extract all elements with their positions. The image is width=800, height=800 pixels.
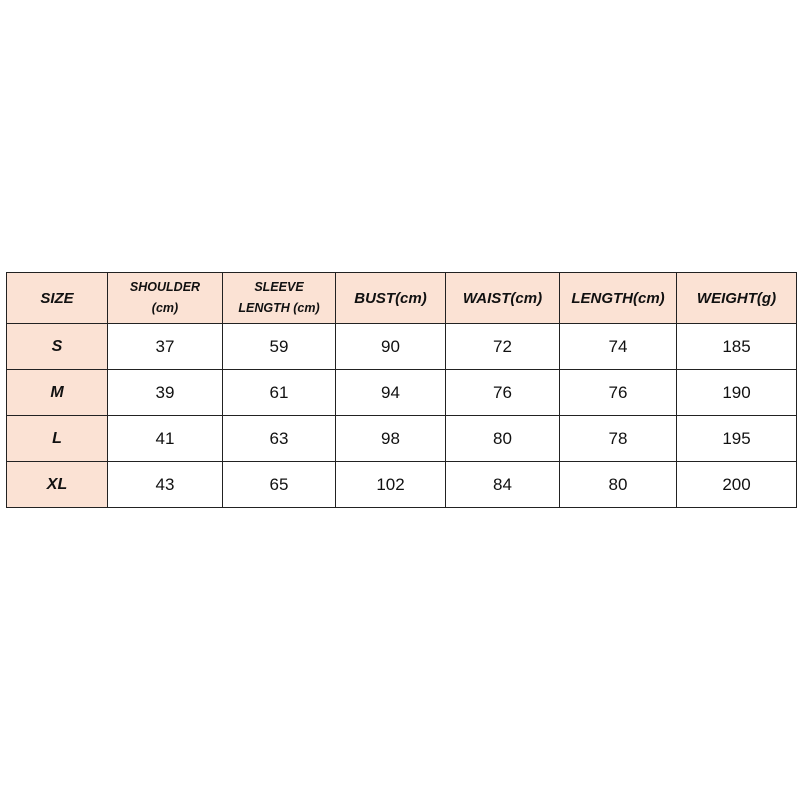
- shoulder-cell: 39: [108, 370, 223, 416]
- header-sleeve-length: [223, 273, 336, 324]
- table-row: [7, 370, 797, 416]
- header-waist: WAIST(cm): [446, 273, 560, 324]
- header-row: [7, 273, 797, 324]
- header-length: LENGTH(cm): [560, 273, 677, 324]
- size-cell: XL: [7, 462, 108, 508]
- size-cell: M: [7, 370, 108, 416]
- table-row: [7, 324, 797, 370]
- length-cell: 76: [560, 370, 677, 416]
- size-chart-table: [6, 272, 797, 508]
- header-size: SIZE: [7, 273, 108, 324]
- sleeve-cell: 59: [223, 324, 336, 370]
- bust-cell: 94: [336, 370, 446, 416]
- header-sleeve-line2: LENGTH (cm): [238, 301, 320, 315]
- shoulder-cell: 37: [108, 324, 223, 370]
- size-cell: S: [7, 324, 108, 370]
- sleeve-cell: 65: [223, 462, 336, 508]
- header-sleeve-line1: SLEEVE: [254, 280, 304, 294]
- waist-cell: 80: [446, 416, 560, 462]
- sleeve-cell: 61: [223, 370, 336, 416]
- size-cell: L: [7, 416, 108, 462]
- shoulder-cell: 41: [108, 416, 223, 462]
- bust-cell: 90: [336, 324, 446, 370]
- table-row: [7, 416, 797, 462]
- length-cell: 74: [560, 324, 677, 370]
- header-bust: BUST(cm): [336, 273, 446, 324]
- length-cell: 80: [560, 462, 677, 508]
- header-weight: WEIGHT(g): [677, 273, 797, 324]
- weight-cell: 195: [677, 416, 797, 462]
- header-shoulder: [108, 273, 223, 324]
- bust-cell: 98: [336, 416, 446, 462]
- weight-cell: 190: [677, 370, 797, 416]
- table-row: [7, 462, 797, 508]
- waist-cell: 72: [446, 324, 560, 370]
- sleeve-cell: 63: [223, 416, 336, 462]
- length-cell: 78: [560, 416, 677, 462]
- bust-cell: 102: [336, 462, 446, 508]
- waist-cell: 76: [446, 370, 560, 416]
- weight-cell: 200: [677, 462, 797, 508]
- header-shoulder-line1: SHOULDER: [129, 280, 201, 294]
- waist-cell: 84: [446, 462, 560, 508]
- weight-cell: 185: [677, 324, 797, 370]
- header-shoulder-line2: (cm): [151, 301, 179, 315]
- shoulder-cell: 43: [108, 462, 223, 508]
